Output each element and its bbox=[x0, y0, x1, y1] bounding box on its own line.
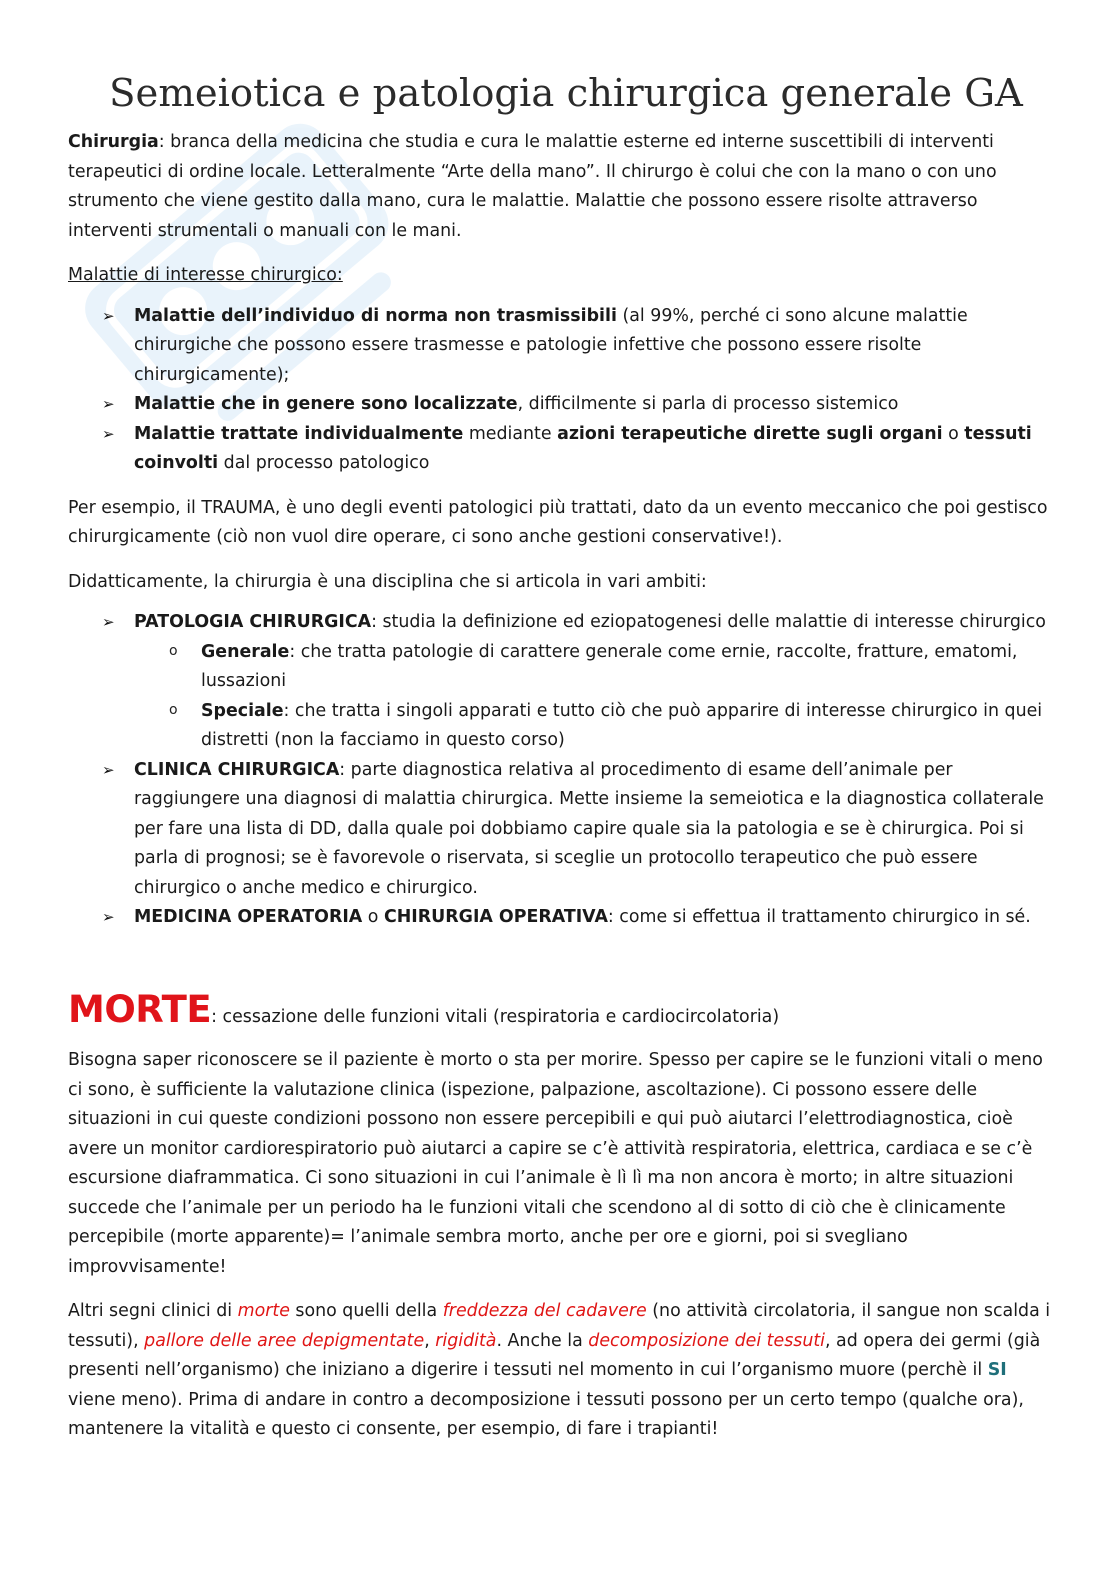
item-text: : che tratta i singoli apparati e tutto ciò che può apparire di interesse chirurgico in quei distretti (non la facciamo in questo corso) bbox=[201, 700, 1043, 750]
trauma-paragraph: Per esempio, il TRAUMA, è uno degli eventi patologici più trattati, dato da un evento meccanico che poi gestisco chirurgicamente (ciò non vuol dire operare, ci sono anche gestioni conservative!). bbox=[68, 497, 1048, 547]
item-text: : che tratta patologie di carattere generale come ernie, raccolte, fratture, ematomi, lussazioni bbox=[201, 641, 1018, 691]
item-bold: PATOLOGIA CHIRURGICA bbox=[134, 612, 372, 632]
morte-paragraph-1: Bisogna saper riconoscere se il paziente è morto o sta per morire. Spesso per capire se le funzioni vitali o meno ci sono, è sufficiente la valutazione clinica (ispezione, palpazione, ascoltazione). Ci possono essere delle situazioni in cui queste condizioni possono non essere percepibili e qui può aiutarci l’elettrodiagnostica, cioè avere un monitor cardiorespiratorio può aiutarci a capire se c’è attività respiratoria, elettrica, cardiaca e se c’è escursione diaframmatica. Ci sono situazioni in cui l’animale è lì lì ma non ancora è morto; in altre situazioni succede che l’animale per un periodo ha le funzioni vitali che scendono al di sotto di ciò che è clinicamente percepibile (morte apparente)= l’animale sembra morto, anche per ore e giorni, poi si svegliano improvvisamente! bbox=[68, 1050, 1043, 1277]
list-item bbox=[102, 390, 1053, 420]
highlight-term: freddezza del cadavere bbox=[442, 1301, 647, 1321]
didattica-intro: Didatticamente, la chirurgia è una disciplina che si articola in vari ambiti: bbox=[68, 571, 707, 592]
item-text: (al 99%, perché ci sono alcune malattie chirurgiche che possono essere trasmesse e patologie infettive che possono essere risolte chirurgicamente); bbox=[134, 305, 968, 385]
text-run: viene meno). Prima di andare in contro a decomposizione i tessuti possono per un certo tempo (qualche ora), mantenere la vitalità e questo ci consente, per esempio, di fare i trapianti! bbox=[68, 1389, 1024, 1439]
morte-paragraph-2 bbox=[68, 1297, 1053, 1445]
hollow-circle-bullet-icon: o bbox=[169, 701, 178, 718]
list-item bbox=[169, 638, 1053, 697]
item-text: mediante bbox=[463, 423, 558, 444]
list-item bbox=[169, 697, 1053, 756]
item-text: , difficilmente si parla di processo sistemico bbox=[517, 394, 899, 414]
highlight-term: decomposizione dei tessuti bbox=[588, 1330, 825, 1351]
intro-term: Chirurgia bbox=[68, 132, 159, 152]
item-bold: Generale bbox=[201, 641, 290, 662]
intro-text: : branca della medicina che studia e cura le malattie esterne ed interne suscettibili di interventi terapeutici di ordine locale. Letteralmente “Arte della mano”. Il chirurgo è colui che con la mano o con uno strumento che viene gestito dalla mano, cura le malattie. Malattie che possono essere risolte attraverso interventi strumentali o manuali con le mani. bbox=[68, 132, 997, 241]
malattie-heading: Malattie di interesse chirurgico: bbox=[68, 265, 343, 285]
morte-heading bbox=[68, 987, 1053, 1033]
malattie-heading-line bbox=[68, 261, 1053, 291]
arrowhead-bullet-icon: ➢ bbox=[102, 908, 115, 926]
list-item bbox=[102, 756, 1053, 904]
morte-word: MORTE bbox=[68, 987, 212, 1031]
item-text: o bbox=[942, 423, 965, 444]
highlight-term: morte bbox=[237, 1301, 290, 1321]
text-run: Altri segni clinici di bbox=[68, 1301, 238, 1321]
list-item bbox=[102, 903, 1053, 933]
arrowhead-bullet-icon: ➢ bbox=[102, 424, 115, 443]
item-text: : studia la definizione ed eziopatogenesi delle malattie di interesse chirurgico bbox=[371, 612, 1046, 632]
page-title: Semeiotica e patologia chirurgica generale GA bbox=[109, 71, 1023, 116]
item-bold: azioni terapeutiche dirette sugli organi bbox=[557, 423, 943, 444]
list-item bbox=[102, 608, 1053, 756]
highlight-term: pallore delle aree depigmentate bbox=[144, 1330, 425, 1351]
text-run: . Anche la bbox=[496, 1330, 589, 1351]
document-content bbox=[68, 66, 1053, 1445]
arrowhead-bullet-icon: ➢ bbox=[102, 760, 115, 779]
arrowhead-bullet-icon: ➢ bbox=[102, 613, 115, 631]
text-run: , bbox=[424, 1330, 436, 1351]
hollow-circle-bullet-icon: o bbox=[169, 642, 178, 659]
patologia-sublist bbox=[134, 638, 1053, 756]
item-bold: Malattie trattate individualmente bbox=[134, 423, 464, 444]
arrowhead-bullet-icon: ➢ bbox=[102, 395, 115, 413]
intro-paragraph bbox=[68, 128, 1053, 246]
item-bold: Malattie dell’individuo di norma non trasmissibili bbox=[134, 305, 617, 326]
arrowhead-bullet-icon: ➢ bbox=[102, 306, 115, 325]
item-text: o bbox=[362, 907, 384, 927]
item-text: : come si effettua il trattamento chirurgico in sé. bbox=[607, 907, 1031, 927]
list-item bbox=[102, 302, 1053, 391]
list-item bbox=[102, 420, 1053, 479]
item-bold: CLINICA CHIRURGICA bbox=[134, 759, 340, 780]
item-text: : parte diagnostica relativa al procedimento di esame dell’animale per raggiungere una diagnosi di malattia chirurgica. Mette insieme la semeiotica e la diagnostica collaterale per fare una lista di DD, dalla quale poi dobbiamo capire quale sia la patologia e se è chirurgica. Poi si parla di prognosi; se è favorevole o riservata, si sceglie un protocollo terapeutico che può essere chirurgico o anche medico e chirurgico. bbox=[134, 759, 1044, 898]
item-bold: CHIRURGIA OPERATIVA bbox=[383, 907, 608, 927]
item-bold: Speciale bbox=[201, 700, 284, 721]
item-bold: MEDICINA OPERATORIA bbox=[134, 907, 363, 927]
text-run: (no attività circolatoria, il sangue non scalda i tessuti), bbox=[68, 1301, 1051, 1351]
text-run: , ad opera dei germi (già presenti nell’organismo) che iniziano a digerire i tessuti nel momento in cui l’organismo muore (perchè il bbox=[68, 1330, 1041, 1380]
morte-definition: : cessazione delle funzioni vitali (respiratoria e cardiocircolatoria) bbox=[211, 1006, 780, 1027]
item-bold: Malattie che in genere sono localizzate bbox=[134, 394, 518, 414]
didattica-list bbox=[68, 608, 1053, 933]
si-term: SI bbox=[987, 1360, 1007, 1380]
item-text: dal processo patologico bbox=[218, 453, 430, 473]
highlight-term: rigidità bbox=[435, 1330, 497, 1351]
malattie-list bbox=[68, 302, 1053, 479]
item-bold: tessuti coinvolti bbox=[134, 423, 1032, 473]
text-run: sono quelli della bbox=[289, 1301, 443, 1321]
